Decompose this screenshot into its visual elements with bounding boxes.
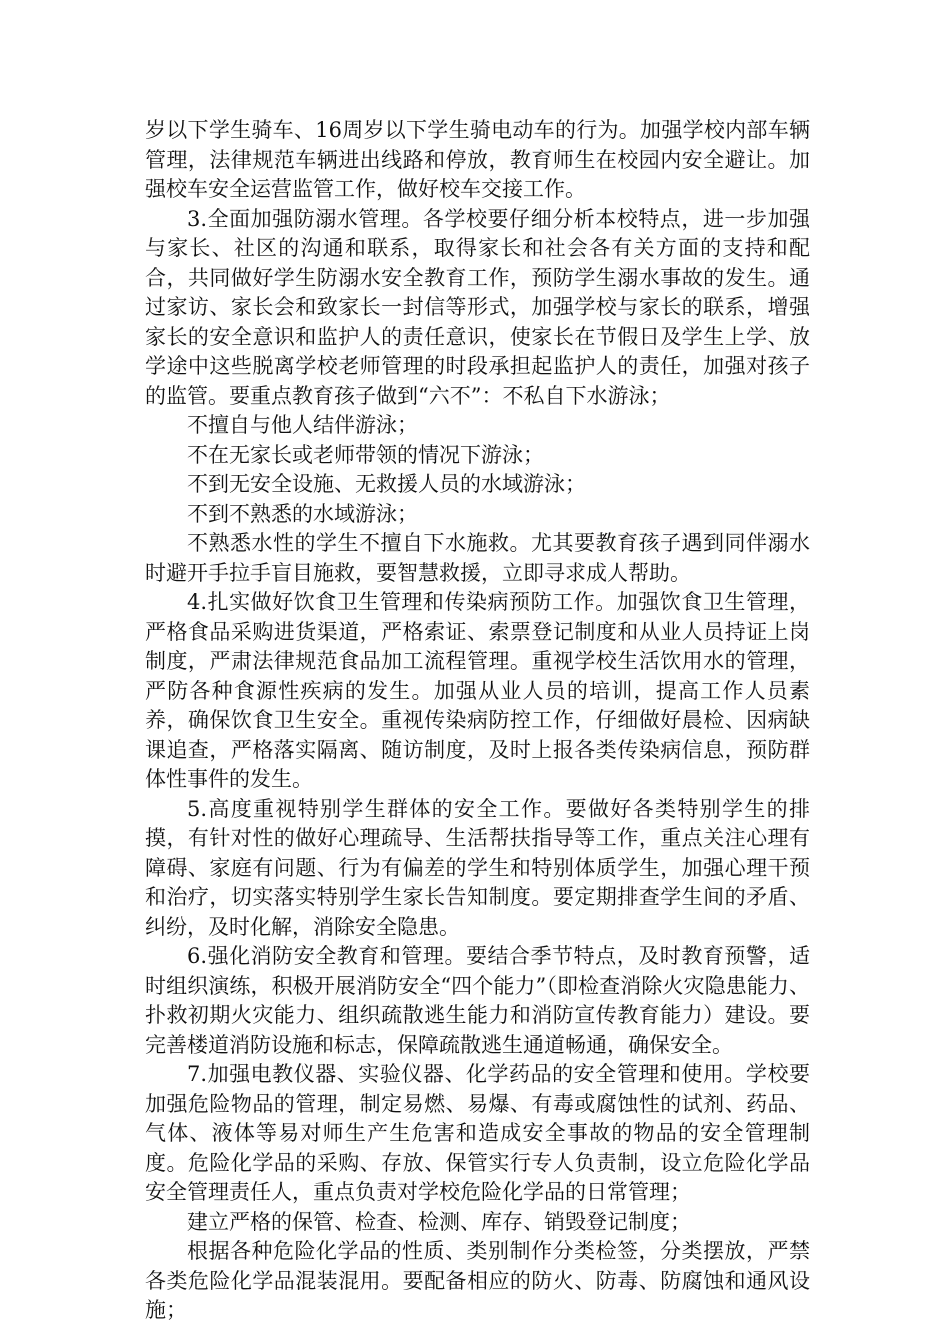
paragraph-classification: 根据各种危险化学品的性质、类别制作分类检签，分类摆放，严禁各类危险化学品混装混用。要配备相应的防火、防毒、防腐蚀和通风设施； <box>145 1239 810 1322</box>
paragraph-drowning-prevention: 3.全面加强防溺水管理。各学校要仔细分析本校特点，进一步加强与家长、社区的沟通和联系，取得家长和社会各有关方面的支持和配合，共同做好学生防溺水安全教育工作，预防学生溺水事故的发生。通过家访、家长会和致家长一封信等形式，加强学校与家长的联系，增强家长的安全意识和监护人的责任意识，使家长在节假日及学生上学、放学途中这些脱离学校老师管理的时段承担起监护人的责任，加强对孩子的监管。要重点教育孩子做到“六不”：不私自下水游泳； <box>145 206 810 408</box>
paragraph-rule-6: 不熟悉水性的学生不擅自下水施救。尤其要教育孩子遇到同伴溺水时避开手拉手盲目施救，要智慧救援，立即寻求成人帮助。 <box>145 531 810 585</box>
paragraph-continuation: 岁以下学生骑车、16周岁以下学生骑电动车的行为。加强学校内部车辆管理，法律规范车辆进出线路和停放，教育师生在校园内安全避让。加强校车安全运营监管工作，做好校车交接工作。 <box>145 118 810 201</box>
paragraph-storage-rules: 建立严格的保管、检查、检测、库存、销毁登记制度； <box>187 1209 691 1234</box>
paragraph-fire-safety: 6.强化消防安全教育和管理。要结合季节特点，及时教育预警，适时组织演练，积极开展消防安全“四个能力”（即检查消除火灾隐患能力、扑救初期火灾能力、组织疏散逃生能力和消防宣传教育能力）建设。要完善楼道消防设施和标志，保障疏散逃生通道畅通，确保安全。 <box>145 944 810 1057</box>
paragraph-food-hygiene: 4.扎实做好饮食卫生管理和传染病预防工作。加强饮食卫生管理，严格食品采购进货渠道，严格索证、索票登记制度和从业人员持证上岗制度，严肃法律规范食品加工流程管理。重视学校生活饮用水的管理，严防各种食源性疾病的发生。加强从业人员的培训，提高工作人员素养，确保饮食卫生安全。重视传染病防控工作，仔细做好晨检、因病缺课追查，严格落实隔离、随访制度，及时上报各类传染病信息，预防群体性事件的发生。 <box>145 590 810 791</box>
paragraph-special-students: 5.高度重视特别学生群体的安全工作。要做好各类特别学生的排摸，有针对性的做好心理疏导、生活帮扶指导等工作，重点关注心理有障碍、家庭有问题、行为有偏差的学生和特别体质学生，加强心理干预和治疗，切实落实特别学生家长告知制度。要定期排查学生间的矛盾、纠纷，及时化解，消除安全隐患。 <box>145 796 810 939</box>
document-body <box>145 116 810 1326</box>
paragraph-rule-5: 不到不熟悉的水域游泳； <box>187 501 418 526</box>
paragraph-rule-4: 不到无安全设施、无救援人员的水域游泳； <box>187 472 586 496</box>
paragraph-lab-safety: 7.加强电教仪器、实验仪器、化学药品的安全管理和使用。学校要加强危险物品的管理，制定易燃、易爆、有毒或腐蚀性的试剂、药品、气体、液体等易对师生产生危害和造成安全事故的物品的安全管理制度。危险化学品的采购、存放、保管实行专人负责制，设立危险化学品安全管理责任人，重点负责对学校危险化学品的日常管理； <box>145 1062 810 1204</box>
paragraph-rule-3: 不在无家长或老师带领的情况下游泳； <box>187 442 544 467</box>
paragraph-rule-2: 不擅自与他人结伴游泳； <box>187 413 418 437</box>
